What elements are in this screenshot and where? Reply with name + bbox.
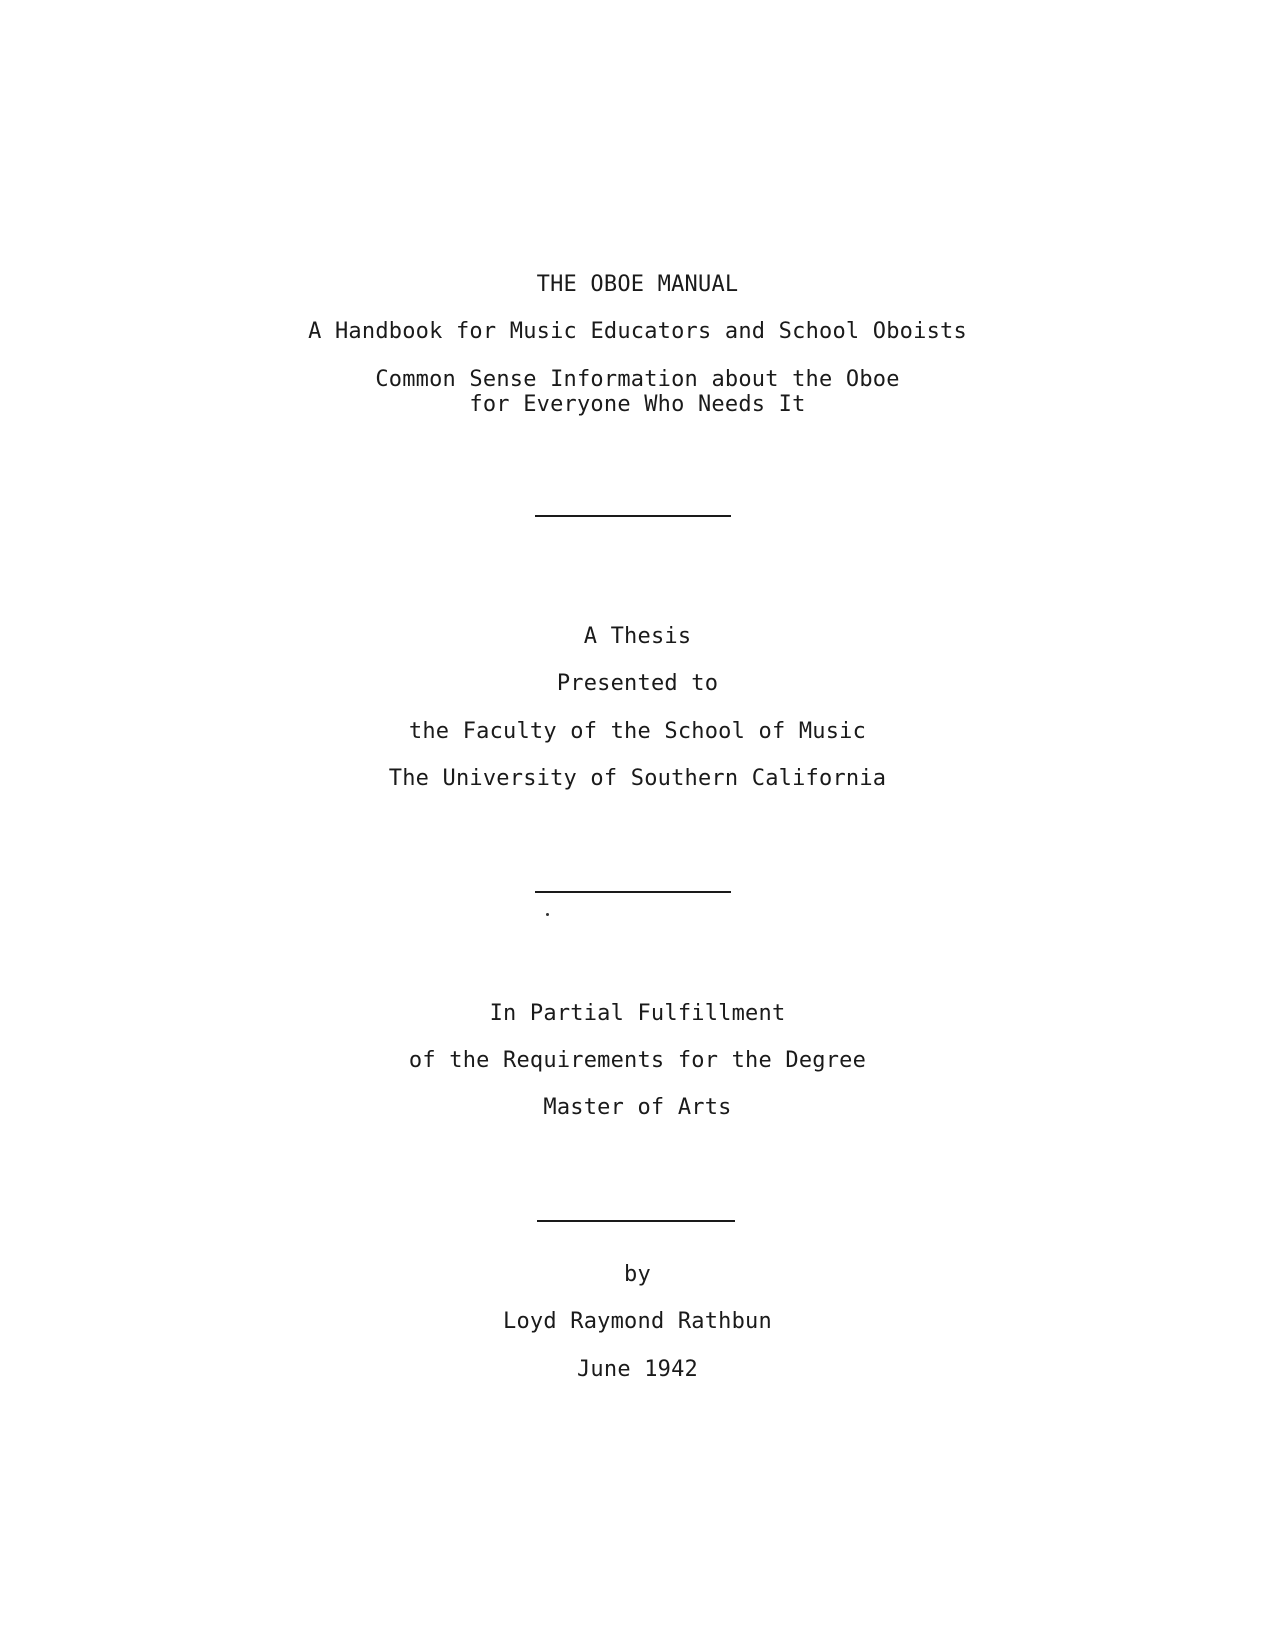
- divider-rule-3: [537, 1220, 735, 1222]
- thesis-title: THE OBOE MANUAL: [536, 272, 739, 297]
- degree-text: Master of Arts: [543, 1095, 732, 1120]
- thesis-subtitle: A Handbook for Music Educators and School Oboists: [308, 319, 967, 344]
- author-name: Loyd Raymond Rathbun: [503, 1309, 772, 1334]
- university-text: The University of Southern California: [388, 766, 887, 791]
- presented-to-text: Presented to: [556, 671, 719, 696]
- faculty-text: the Faculty of the School of Music: [408, 719, 867, 744]
- fulfillment-text: In Partial Fulfillment: [489, 1001, 786, 1026]
- thesis-tagline-line-1: Common Sense Information about the Oboe: [375, 367, 900, 392]
- thesis-label: A Thesis: [583, 624, 692, 649]
- divider-rule-1: [535, 515, 731, 517]
- ink-speck: [546, 913, 549, 916]
- thesis-tagline-line-2: for Everyone Who Needs It: [469, 392, 806, 417]
- requirements-text: of the Requirements for the Degree: [408, 1048, 867, 1073]
- divider-rule-2: [535, 891, 731, 893]
- thesis-date: June 1942: [576, 1357, 698, 1382]
- by-label: by: [624, 1262, 651, 1287]
